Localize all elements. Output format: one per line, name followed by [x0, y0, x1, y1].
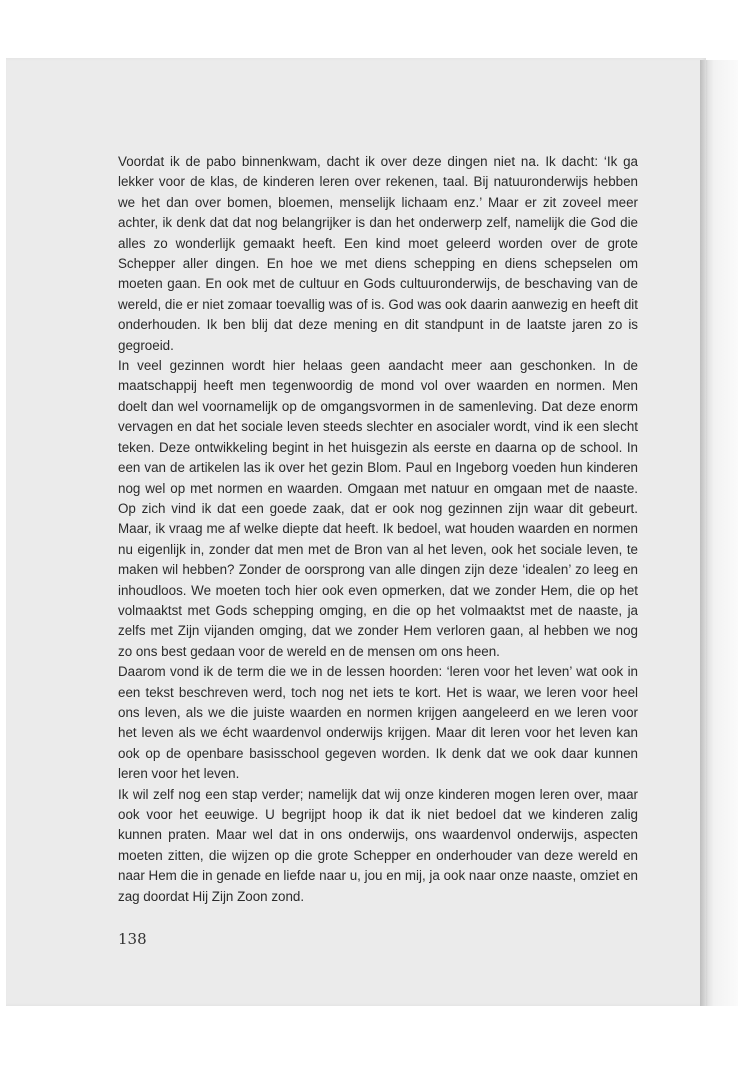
paragraph: Ik wil zelf nog een stap verder; namelijk dat wij onze kinderen mogen leren over, maar ook voor het eeuwige. U begrijpt hoop ik dat ik niet bedoel dat we kinderen zalig kunnen praten. Maar wel dat in ons onderwijs, ons waardenvol onderwijs, aspecten moeten zitten, die wijzen op die grote Schepper en onderhouder van deze wereld en naar Hem die in genade en liefde naar u, jou en mij, ja ook naar onze naaste, omziet en zag doordat Hij Zijn Zoon zond.: [118, 786, 638, 904]
paragraph: Voordat ik de pabo binnenkwam, dacht ik over deze dingen niet na. Ik dacht: ‘Ik ga lekker voor de klas, de kinderen leren over rekenen, taal. Bij natuuronderwijs hebben we het dan over bomen, bloemen, menselijk lichaam enz.’ Maar er zit zoveel meer achter, ik denk dat dat nog belangrijker is dan het onderwerp zelf, namelijk die God die alles zo wonderlijk gemaakt heeft. Een kind moet geleerd worden over de grote Schepper aller dingen. En hoe we met diens schepping en diens schepselen om moeten gaan. En ook met de cultuur en Gods cultuuronderwijs, de beschaving van de wereld, die er niet zomaar toevallig was of is. God was ook daarin aanwezig en heeft dit onderhouden. Ik ben blij dat deze mening en dit standpunt in de laatste jaren zo is gegroeid.: [118, 154, 638, 353]
paragraph: Daarom vond ik de term die we in de lessen hoorden: ‘leren voor het leven’ wat ook in een tekst beschreven werd, toch nog net iets te kort. Het is waar, we leren voor heel ons leven, als we die juiste waarden en normen krijgen aangeleerd en we leren voor het leven als we écht waardenvol onderwijs krijgen. Maar dit leren voor het leven kan ook op de openbare basisschool gegeven worden. Ik denk dat we ook daar kunnen leren voor het leven.: [118, 664, 638, 782]
body-text: [118, 152, 638, 907]
paragraph: In veel gezinnen wordt hier helaas geen aandacht meer aan geschonken. In de maatschappij heeft men tegenwoordig de mond vol over waarden en normen. Men doelt dan wel voornamelijk op de omgangsvormen in de samenleving. Dat deze enorm vervagen en dat het sociale leven steeds slechter en asocialer wordt, vind ik een slecht teken. Deze ontwikkeling begint in het huisgezin als eerste en daarna op de school. In een van de artikelen las ik over het gezin Blom. Paul en Ingeborg voeden hun kinderen nog wel op met normen en waarden. Omgaan met natuur en omgaan met de naaste. Op zich vind ik dat een goede zaak, dat er ook nog gezinnen zijn waar dit gebeurt. Maar, ik vraag me af welke diepte dat heeft. Ik bedoel, wat houden waarden en normen nu eigenlijk in, zonder dat men met de Bron van al het leven, ook het sociale leven, te maken wil hebben? Zonder de oorsprong van alle dingen zijn deze ‘idealen’ zo leeg en inhoudloos. We moeten toch hier ook even opmerken, dat we zonder Hem, die op het volmaaktst met Gods schepping omging, en die op het volmaaktst met de naaste, ja zelfs met Zijn vijanden omging, dat we zonder Hem verloren gaan, al hebben we nog zo ons best gedaan voor de wereld en de mensen om ons heen.: [118, 358, 638, 659]
page-edge-stack: [700, 60, 738, 1006]
page-number: 138: [118, 930, 147, 948]
